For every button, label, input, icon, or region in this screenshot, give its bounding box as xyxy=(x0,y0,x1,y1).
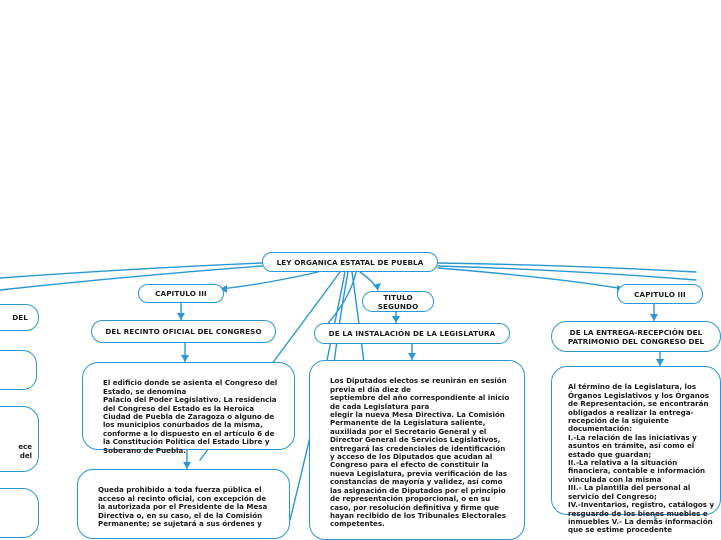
arrow-right-text xyxy=(656,359,664,366)
recinto-text: El edificio donde se asienta el Congreso del Estado, se denomina Palacio del Poder Legislativo. La residencia del Congreso del Estado es la Heroica Ciudad de Puebla de Zaragoza o alguno de los municipios conurbados de la misma, conforme a lo dispuesto en el artículo 6 de la Constitución Política del Estado Libre y Soberano de Puebla. xyxy=(103,378,278,455)
chapter-right-node[interactable] xyxy=(617,284,703,304)
far-left-node-top[interactable] xyxy=(0,304,39,331)
connector-root-offright-2 xyxy=(438,266,696,280)
arrow-middle-text xyxy=(408,353,416,360)
instalacion-label: DE LA INSTALACIÓN DE LA LEGISLATURA xyxy=(328,329,496,338)
far-left-fragment-2: del xyxy=(19,452,32,460)
connector-root-chapter-left xyxy=(220,272,318,289)
instalacion-text-node[interactable] xyxy=(309,360,525,540)
entrega-text: Al término de la Legislatura, los Órganos Legislativos y los Órganos de Representación, se encontrarán obligados a realizar la entrega-recepción de la siguiente documentación: I.-La relación de las iniciativas y asuntos en trámite, así como el estado que guardan; II.-La relativa a la situación financiera, contable e información vinculada con la misma III.- La plantilla del personal al servicio del Congreso; IV.-Inventarios, registro, catálogos y resguardo de los bienes muebles e inmuebles V.- La demás información que se estime procedente xyxy=(568,382,715,535)
chapter-right-label: CAPITULO III xyxy=(634,289,686,299)
entrega-recepcion-node[interactable] xyxy=(551,321,721,352)
far-left-node-2[interactable] xyxy=(0,350,37,390)
entrega-recepcion-label: DE LA ENTREGA-RECEPCIÓN DEL PATRIMONIO DEL CONGRESO DEL xyxy=(567,327,705,346)
arrow-text1 xyxy=(181,355,189,362)
recinto-text-node[interactable] xyxy=(82,362,295,455)
chapter-left-node[interactable] xyxy=(138,284,224,303)
connector-root-down-2 xyxy=(352,272,364,363)
arrow-text2 xyxy=(183,462,191,469)
root-label: LEY ORGANICA ESTATAL DE PUEBLA xyxy=(276,257,424,267)
far-left-top-label: DEL xyxy=(12,313,28,322)
instalacion-text: Los Diputados electos se reunirán en sesión previa el día diez de septiembre del año correspondiente al inicio de cada Legislatura para elegir la nueva Mesa Directiva. La Comisión Permanente de la Legislatura saliente, auxiliada por el Secretario General y el Director General de Servicios Legislativos, entregará las credenciales de identificación y acceso de los Diputados que acudan al Congreso para el efecto de constituir la nueva Legislatura, previa verificación de las constancias de mayoría y validez, así como las asignación de Diputados por el principio de representación proporcional, o en su caso, por resolución definitiva y firme que hayan recibido de los Tribunales Electorales competentes. xyxy=(330,376,510,529)
far-left-fragment-1: ece xyxy=(18,443,32,451)
entrega-text-node[interactable] xyxy=(551,366,721,535)
fuerza-publica-text: Queda prohibido a toda fuerza pública el acceso al recinto oficial, con excepción de la autorizada por el Presidente de la Mesa Directiva o, en su caso, el de la Comisión Permanente; se sujetará a sus órdenes y xyxy=(98,485,268,529)
recinto-oficial-node[interactable] xyxy=(91,320,276,343)
arrow-middle-title xyxy=(392,316,400,323)
arrow-right-title xyxy=(650,314,658,321)
fuerza-publica-node[interactable] xyxy=(77,469,290,539)
recinto-oficial-label: DEL RECINTO OFICIAL DEL CONGRESO xyxy=(105,327,262,336)
arrow-title-left xyxy=(177,313,185,320)
titulo-segundo-label: TITULO SEGUNDO xyxy=(377,292,419,311)
far-left-node-4[interactable] xyxy=(0,488,39,538)
titulo-segundo-node[interactable] xyxy=(362,291,434,312)
connector-root-chapter-right xyxy=(438,268,624,289)
chapter-left-label: CAPITULO III xyxy=(155,289,207,298)
root-node[interactable] xyxy=(262,252,438,272)
connector-root-offleft-1 xyxy=(0,263,262,278)
far-left-node-3[interactable] xyxy=(0,406,39,472)
instalacion-node[interactable] xyxy=(314,323,510,344)
